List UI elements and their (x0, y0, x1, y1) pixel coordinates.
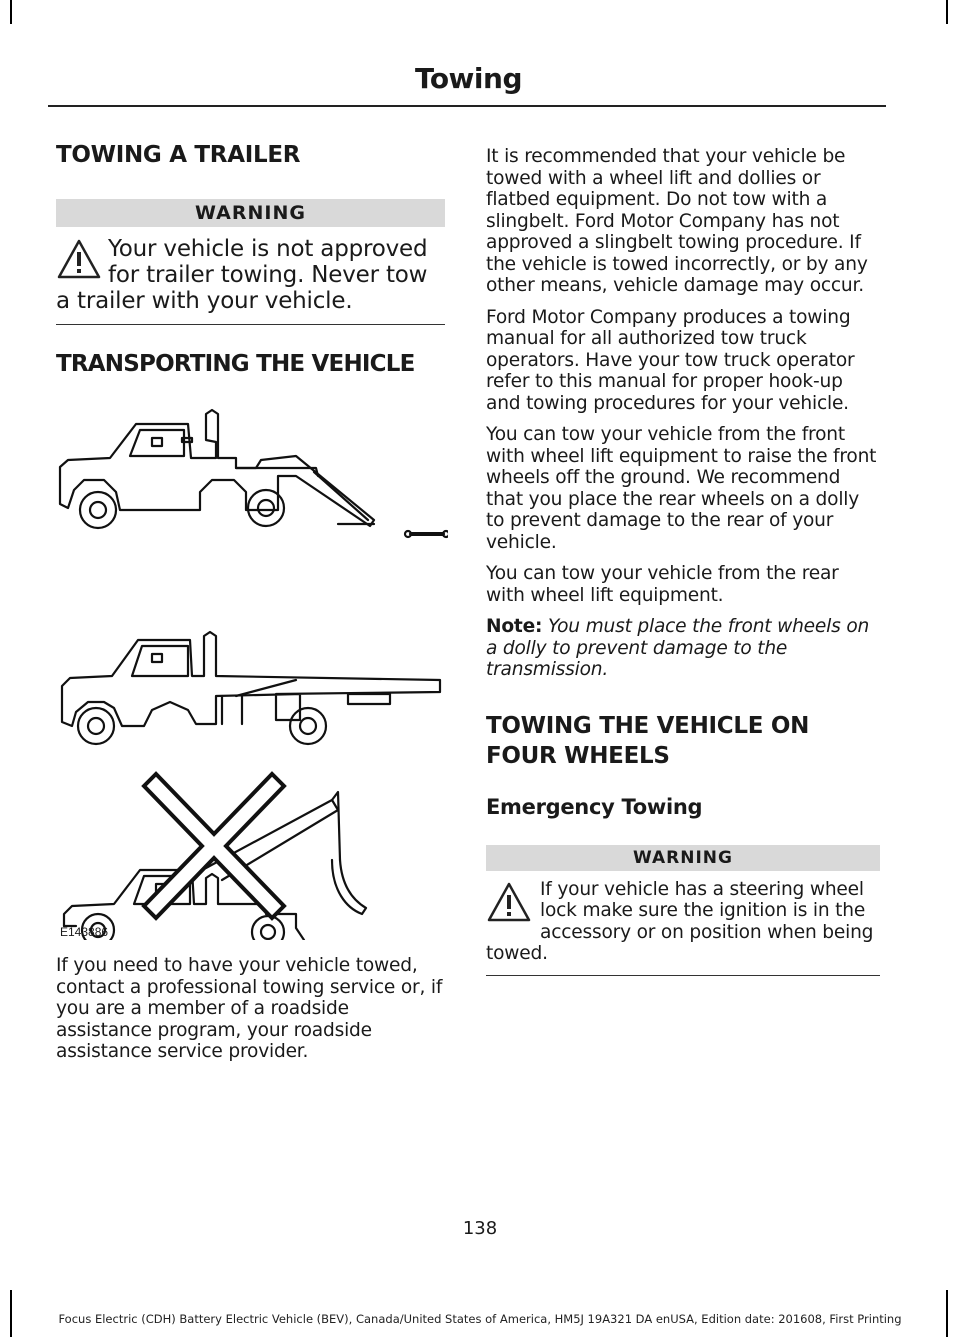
transport-paragraph: If you need to have your vehicle towed, contact a professional towing service or, if you are a member of a roadside assistance program, your roadside assistance service provider. (56, 955, 443, 1062)
header-rule (48, 105, 886, 107)
paragraph-wheel-lift: It is recommended that your vehicle be towed with a wheel lift and dollies or flatbed equipment. Do not tow with a slingbelt. Ford Motor Company has not approved a slingbelt towing procedure. If the vehicle is towed incorrectly, or by any other means, vehicle damage may occur. (486, 146, 868, 296)
section-title-towing-trailer: TOWING A TRAILER (56, 142, 301, 168)
page-number: 138 (462, 1218, 498, 1239)
paragraph-tow-front: You can tow your vehicle from the front with wheel lift equipment to raise the front wheels off the ground. We recommend that you place the rear wheels on a dolly to prevent damage to the rear of your vehicle. (486, 424, 877, 553)
wheel-lift-truck-illustration (60, 410, 448, 537)
section-title-four-wheels-line2: FOUR WHEELS (486, 742, 670, 769)
page-header-title: Towing (414, 62, 522, 95)
hook-chain-truck-illustration (64, 792, 366, 940)
paragraph-tow-rear: You can tow your vehicle from the rear with wheel lift equipment. (486, 563, 839, 606)
left-column (56, 140, 445, 1062)
warning-text: If your vehicle has a steering wheel lock make sure the ignition is in the accessory or on position when being towed. (486, 878, 874, 964)
section-title-transporting: TRANSPORTING THE VEHICLE (56, 351, 415, 377)
warning-label: WARNING (56, 199, 445, 227)
flatbed-truck-illustration (62, 632, 440, 744)
crop-mark (946, 0, 948, 24)
subheading-emergency-towing: Emergency Towing (486, 794, 703, 819)
warning-box (56, 199, 445, 325)
right-column (486, 146, 880, 976)
warning-label: WARNING (486, 845, 880, 871)
note-paragraph (486, 616, 880, 681)
page-footer: Focus Electric (CDH) Battery Electric Vehicle (BEV), Canada/United States of America, HM5J 19A321 DA enUSA, Edition date: 201608, First Printing (58, 1312, 902, 1326)
warning-triangle-icon (56, 238, 102, 280)
warning-text: Your vehicle is not approved for trailer towing. Never tow a trailer with your vehicle. (56, 236, 428, 314)
warning-triangle-icon (486, 881, 532, 923)
towing-methods-figure (56, 380, 448, 940)
section-title-four-wheels-line1: TOWING THE VEHICLE ON (486, 712, 810, 739)
prohibited-x-mark (144, 774, 284, 918)
warning-rule (486, 975, 880, 976)
note-text: You must place the front wheels on a dolly to prevent damage to the transmission. (486, 616, 870, 680)
crop-mark (10, 0, 12, 24)
paragraph-towing-manual: Ford Motor Company produces a towing manual for all authorized tow truck operators. Have your tow truck operator refer to this manual for proper hook-up and towing procedures for your vehicle. (486, 306, 855, 414)
warning-box (486, 845, 880, 976)
figure-code: E143886 (60, 925, 109, 939)
note-label: Note: (486, 616, 543, 637)
